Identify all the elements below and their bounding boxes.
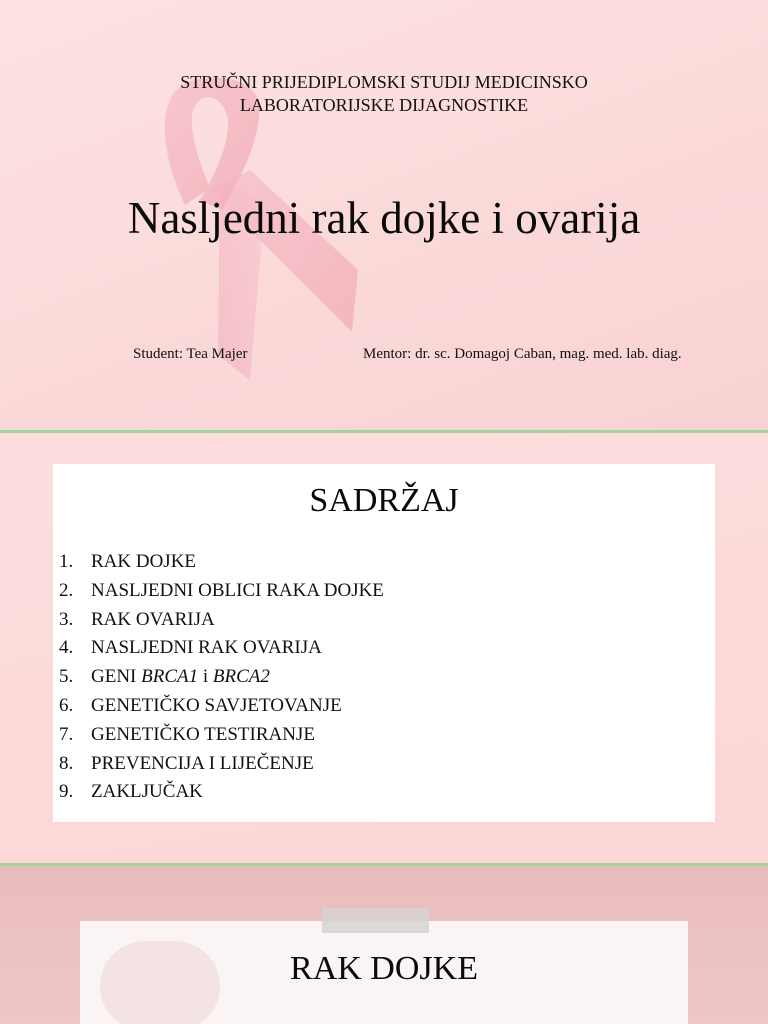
item-number: 2.: [59, 579, 74, 601]
list-item: [59, 663, 384, 692]
gene-name-brca1: BRCA1: [141, 666, 199, 688]
contents-box: [53, 464, 715, 822]
item-number: 6.: [59, 694, 74, 716]
item-text: PREVENCIJA I LIJEČENJE: [91, 752, 314, 774]
student-name: Student: Tea Majer: [133, 346, 248, 362]
institution-heading: [0, 71, 768, 117]
item-text: RAK DOJKE: [91, 551, 197, 572]
item-text: NASLJEDNI OBLICI RAKA DOJKE: [91, 579, 384, 601]
item-text: RAK OVARIJA: [91, 608, 215, 630]
item-text: NASLJEDNI RAK OVARIJA: [91, 637, 322, 659]
contents-list: [59, 548, 384, 807]
list-item: [59, 577, 384, 606]
item-number: 5.: [59, 666, 74, 688]
tape-decoration: [322, 908, 429, 933]
item-number: 7.: [59, 723, 74, 745]
item-text: GENETIČKO TESTIRANJE: [91, 723, 315, 745]
list-item: [59, 778, 384, 807]
section-slide: [0, 866, 768, 1024]
item-text-prefix: GENI: [91, 666, 142, 688]
item-number: 1.: [59, 551, 74, 572]
title-slide: [0, 0, 768, 430]
list-item: [59, 634, 384, 663]
list-item: [59, 548, 384, 577]
list-item: [59, 692, 384, 721]
item-number: 4.: [59, 637, 74, 659]
item-number: 8.: [59, 752, 74, 774]
contents-title: SADRŽAJ: [309, 482, 459, 519]
mentor-name: Mentor: dr. sc. Domagoj Caban, mag. med. lab. diag.: [363, 346, 682, 362]
institution-line-1: STRUČNI PRIJEDIPLOMSKI STUDIJ MEDICINSKO: [180, 72, 588, 92]
list-item: [59, 750, 384, 779]
gene-name-brca2: BRCA2: [212, 666, 270, 688]
institution-line-2: LABORATORIJSKE DIJAGNOSTIKE: [239, 95, 529, 115]
item-number: 3.: [59, 608, 74, 630]
list-item: [59, 606, 384, 635]
item-number: 9.: [59, 781, 74, 803]
item-text: ZAKLJUČAK: [91, 781, 203, 803]
contents-slide: [0, 433, 768, 863]
item-text: GENETIČKO SAVJETOVANJE: [91, 694, 342, 716]
list-item: [59, 721, 384, 750]
section-title: RAK DOJKE: [290, 950, 478, 987]
item-text-connector: i: [198, 666, 213, 688]
presentation-title: Nasljedni rak dojke i ovarija: [127, 193, 641, 243]
